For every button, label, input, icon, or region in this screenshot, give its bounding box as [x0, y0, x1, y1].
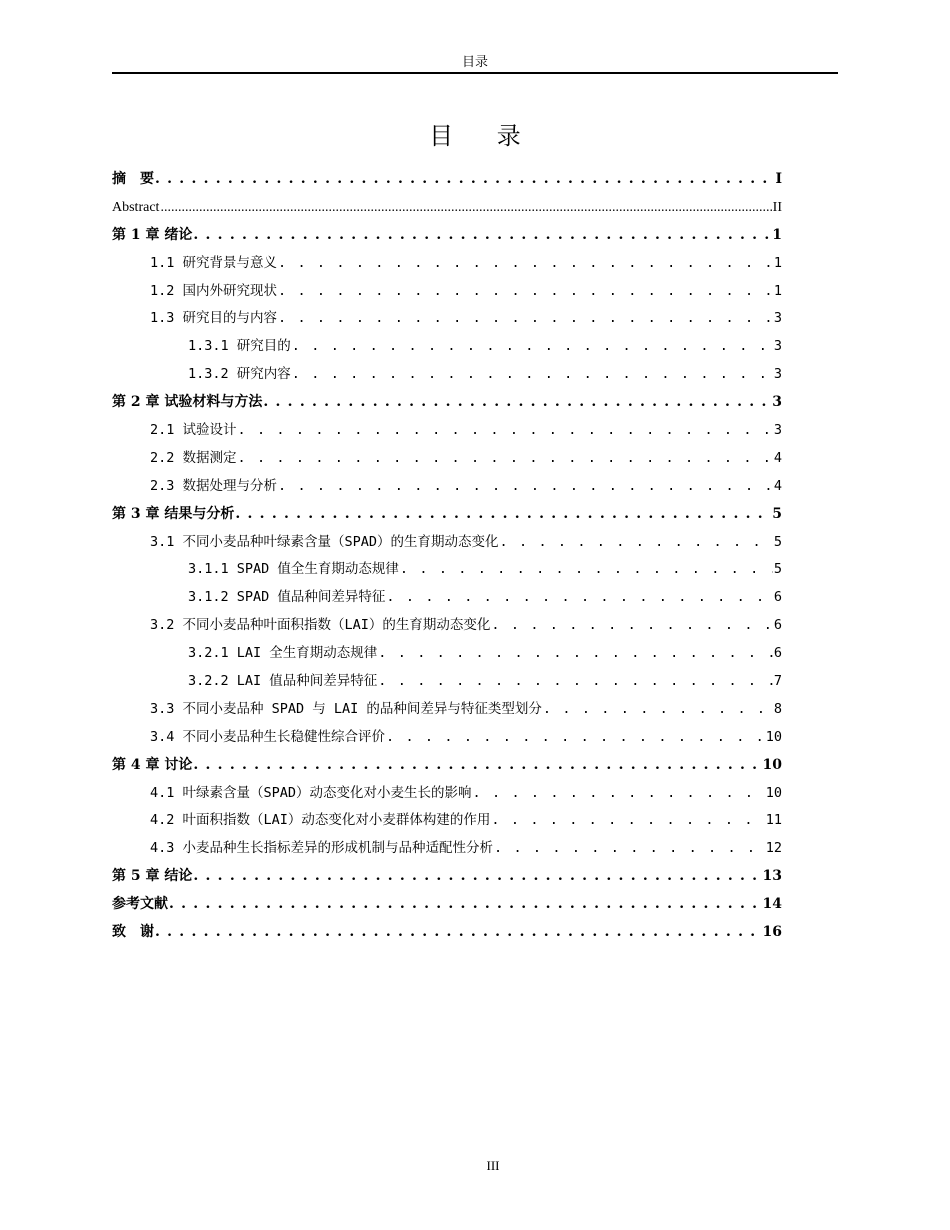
toc-entry-label: 2.3 数据处理与分析: [150, 477, 278, 494]
toc-entry-page: 6: [773, 645, 782, 662]
dot-leader: [235, 501, 771, 529]
dot-leader: [155, 166, 774, 194]
toc-entry[interactable]: [112, 780, 782, 808]
toc-entry-label: 4.3 小麦品种生长指标差异的形成机制与品种适配性分析: [150, 840, 494, 857]
toc-entry-page: 4: [773, 477, 782, 494]
dot-leader: [500, 529, 773, 557]
toc-entry-page: 8: [773, 700, 782, 717]
toc-entry-page: 1: [773, 254, 782, 271]
toc-entry-page: 1: [772, 226, 782, 243]
toc-entry[interactable]: [112, 556, 782, 584]
toc-entry-page: 5: [773, 533, 782, 550]
toc-entry-page: I: [775, 171, 782, 187]
dot-leader: [278, 278, 773, 306]
toc-entry-label: 3.4 不同小麦品种生长稳健性综合评价: [150, 728, 386, 745]
toc-entry-label: 3.2.1 LAI 全生育期动态规律: [188, 645, 378, 662]
toc-entry-page: 6: [773, 589, 782, 606]
toc-entry[interactable]: [112, 752, 782, 780]
toc-entry[interactable]: [112, 194, 782, 222]
toc-entry[interactable]: [112, 417, 782, 445]
toc-entry[interactable]: [112, 501, 782, 529]
toc-entry-label: 参考文献: [112, 896, 168, 913]
toc-entry-label: 摘 要: [112, 171, 154, 187]
dot-leader: [238, 417, 773, 445]
toc-entry[interactable]: [112, 222, 782, 250]
dot-leader: [155, 919, 762, 947]
toc-entry[interactable]: [112, 361, 782, 389]
toc-entry-label: 第 1 章 绪论: [112, 226, 193, 243]
header-rule: [112, 72, 838, 74]
toc-entry[interactable]: [112, 445, 782, 473]
toc-entry-page: 7: [773, 673, 782, 690]
dot-leader: [193, 222, 771, 250]
toc-entry-page: 3: [773, 422, 782, 439]
toc-entry-label: Abstract: [112, 199, 160, 215]
toc-entry-label: 2.2 数据测定: [150, 449, 237, 466]
toc-entry-label: 第 5 章 结论: [112, 868, 193, 885]
toc-entry[interactable]: [112, 250, 782, 278]
dot-leader: [386, 724, 765, 752]
toc-entry[interactable]: [112, 640, 782, 668]
toc-entry-label: 1.3 研究目的与内容: [150, 310, 278, 327]
toc-entry-page: 10: [765, 784, 782, 801]
toc-entry[interactable]: [112, 863, 782, 891]
toc-entry[interactable]: [112, 333, 782, 361]
toc-entry-label: 致 谢: [112, 924, 154, 941]
toc-entry-page: 3: [773, 338, 782, 355]
dot-leader: [278, 250, 773, 278]
dot-leader: [543, 696, 773, 724]
toc-entry[interactable]: [112, 696, 782, 724]
toc-entry-label: 3.1.2 SPAD 值品种间差异特征: [188, 589, 386, 606]
dot-leader: [169, 891, 762, 919]
toc-entry[interactable]: [112, 835, 782, 863]
toc-entry-page: 3: [773, 310, 782, 327]
toc-entry[interactable]: [112, 668, 782, 696]
toc-entry[interactable]: [112, 389, 782, 417]
page-title: 目 录: [429, 122, 539, 150]
toc-entry-label: 第 4 章 讨论: [112, 756, 193, 773]
toc-entry-page: 16: [762, 924, 782, 941]
toc-entry-label: 第 2 章 试验材料与方法: [112, 394, 263, 411]
toc-entry-label: 3.1 不同小麦品种叶绿素含量（SPAD）的生育期动态变化: [150, 533, 499, 550]
toc-entry-page: 4: [773, 449, 782, 466]
toc-entry-label: 4.1 叶绿素含量（SPAD）动态变化对小麦生长的影响: [150, 784, 472, 801]
dot-leader: [494, 835, 765, 863]
toc-entry-page: 12: [765, 840, 782, 857]
toc-entry[interactable]: [112, 612, 782, 640]
toc-entry-label: 4.2 叶面积指数（LAI）动态变化对小麦群体构建的作用: [150, 812, 491, 829]
toc-entry[interactable]: [112, 584, 782, 612]
dot-leader: [491, 807, 764, 835]
toc-entry[interactable]: [112, 529, 782, 557]
toc-entry-page: 1: [773, 282, 782, 299]
dot-leader: [378, 668, 773, 696]
toc-entry-label: 1.3.1 研究目的: [188, 338, 291, 355]
dot-leader: [386, 584, 772, 612]
toc-entry[interactable]: [112, 166, 782, 194]
dot-leader: [278, 305, 773, 333]
table-of-contents: [112, 166, 782, 947]
toc-entry[interactable]: [112, 919, 782, 947]
toc-entry-page: 10: [762, 756, 782, 773]
toc-entry-label: 3.2.2 LAI 值品种间差异特征: [188, 673, 378, 690]
toc-entry[interactable]: [112, 724, 782, 752]
dot-leader: [193, 752, 761, 780]
toc-entry-page: 5: [772, 505, 782, 522]
toc-entry-label: 1.2 国内外研究现状: [150, 282, 278, 299]
toc-entry-label: 3.3 不同小麦品种 SPAD 与 LAI 的品种间差异与特征类型划分: [150, 700, 542, 717]
toc-entry-label: 3.1.1 SPAD 值全生育期动态规律: [188, 561, 399, 578]
toc-entry-page: 5: [773, 561, 782, 578]
toc-entry-label: 1.3.2 研究内容: [188, 366, 291, 383]
toc-entry[interactable]: [112, 305, 782, 333]
page-number: III: [486, 1158, 500, 1173]
toc-entry[interactable]: [112, 891, 782, 919]
dot-leader: [292, 361, 773, 389]
toc-entry-label: 2.1 试验设计: [150, 422, 237, 439]
toc-entry[interactable]: [112, 807, 782, 835]
dot-leader: [278, 473, 773, 501]
dot-leader: [263, 389, 771, 417]
toc-entry-page: 3: [772, 394, 782, 411]
toc-entry-page: 11: [765, 812, 782, 829]
dot-leader: [238, 445, 773, 473]
toc-entry-page: 6: [773, 617, 782, 634]
dot-leader: [378, 640, 773, 668]
dot-leader: [160, 194, 771, 222]
dot-leader: [292, 333, 773, 361]
toc-entry-page: 3: [773, 366, 782, 383]
dot-leader: [473, 780, 765, 808]
toc-entry-label: 第 3 章 结果与分析: [112, 505, 235, 522]
toc-entry-label: 3.2 不同小麦品种叶面积指数（LAI）的生育期动态变化: [150, 617, 491, 634]
toc-entry[interactable]: [112, 473, 782, 501]
toc-entry-page: 14: [762, 896, 782, 913]
toc-entry-page: II: [772, 199, 782, 215]
toc-entry[interactable]: [112, 278, 782, 306]
toc-entry-page: 10: [765, 728, 782, 745]
running-header: 目录: [461, 55, 488, 70]
toc-entry-label: 1.1 研究背景与意义: [150, 254, 278, 271]
toc-entry-page: 13: [762, 868, 782, 885]
dot-leader: [400, 556, 773, 584]
dot-leader: [193, 863, 761, 891]
dot-leader: [491, 612, 772, 640]
